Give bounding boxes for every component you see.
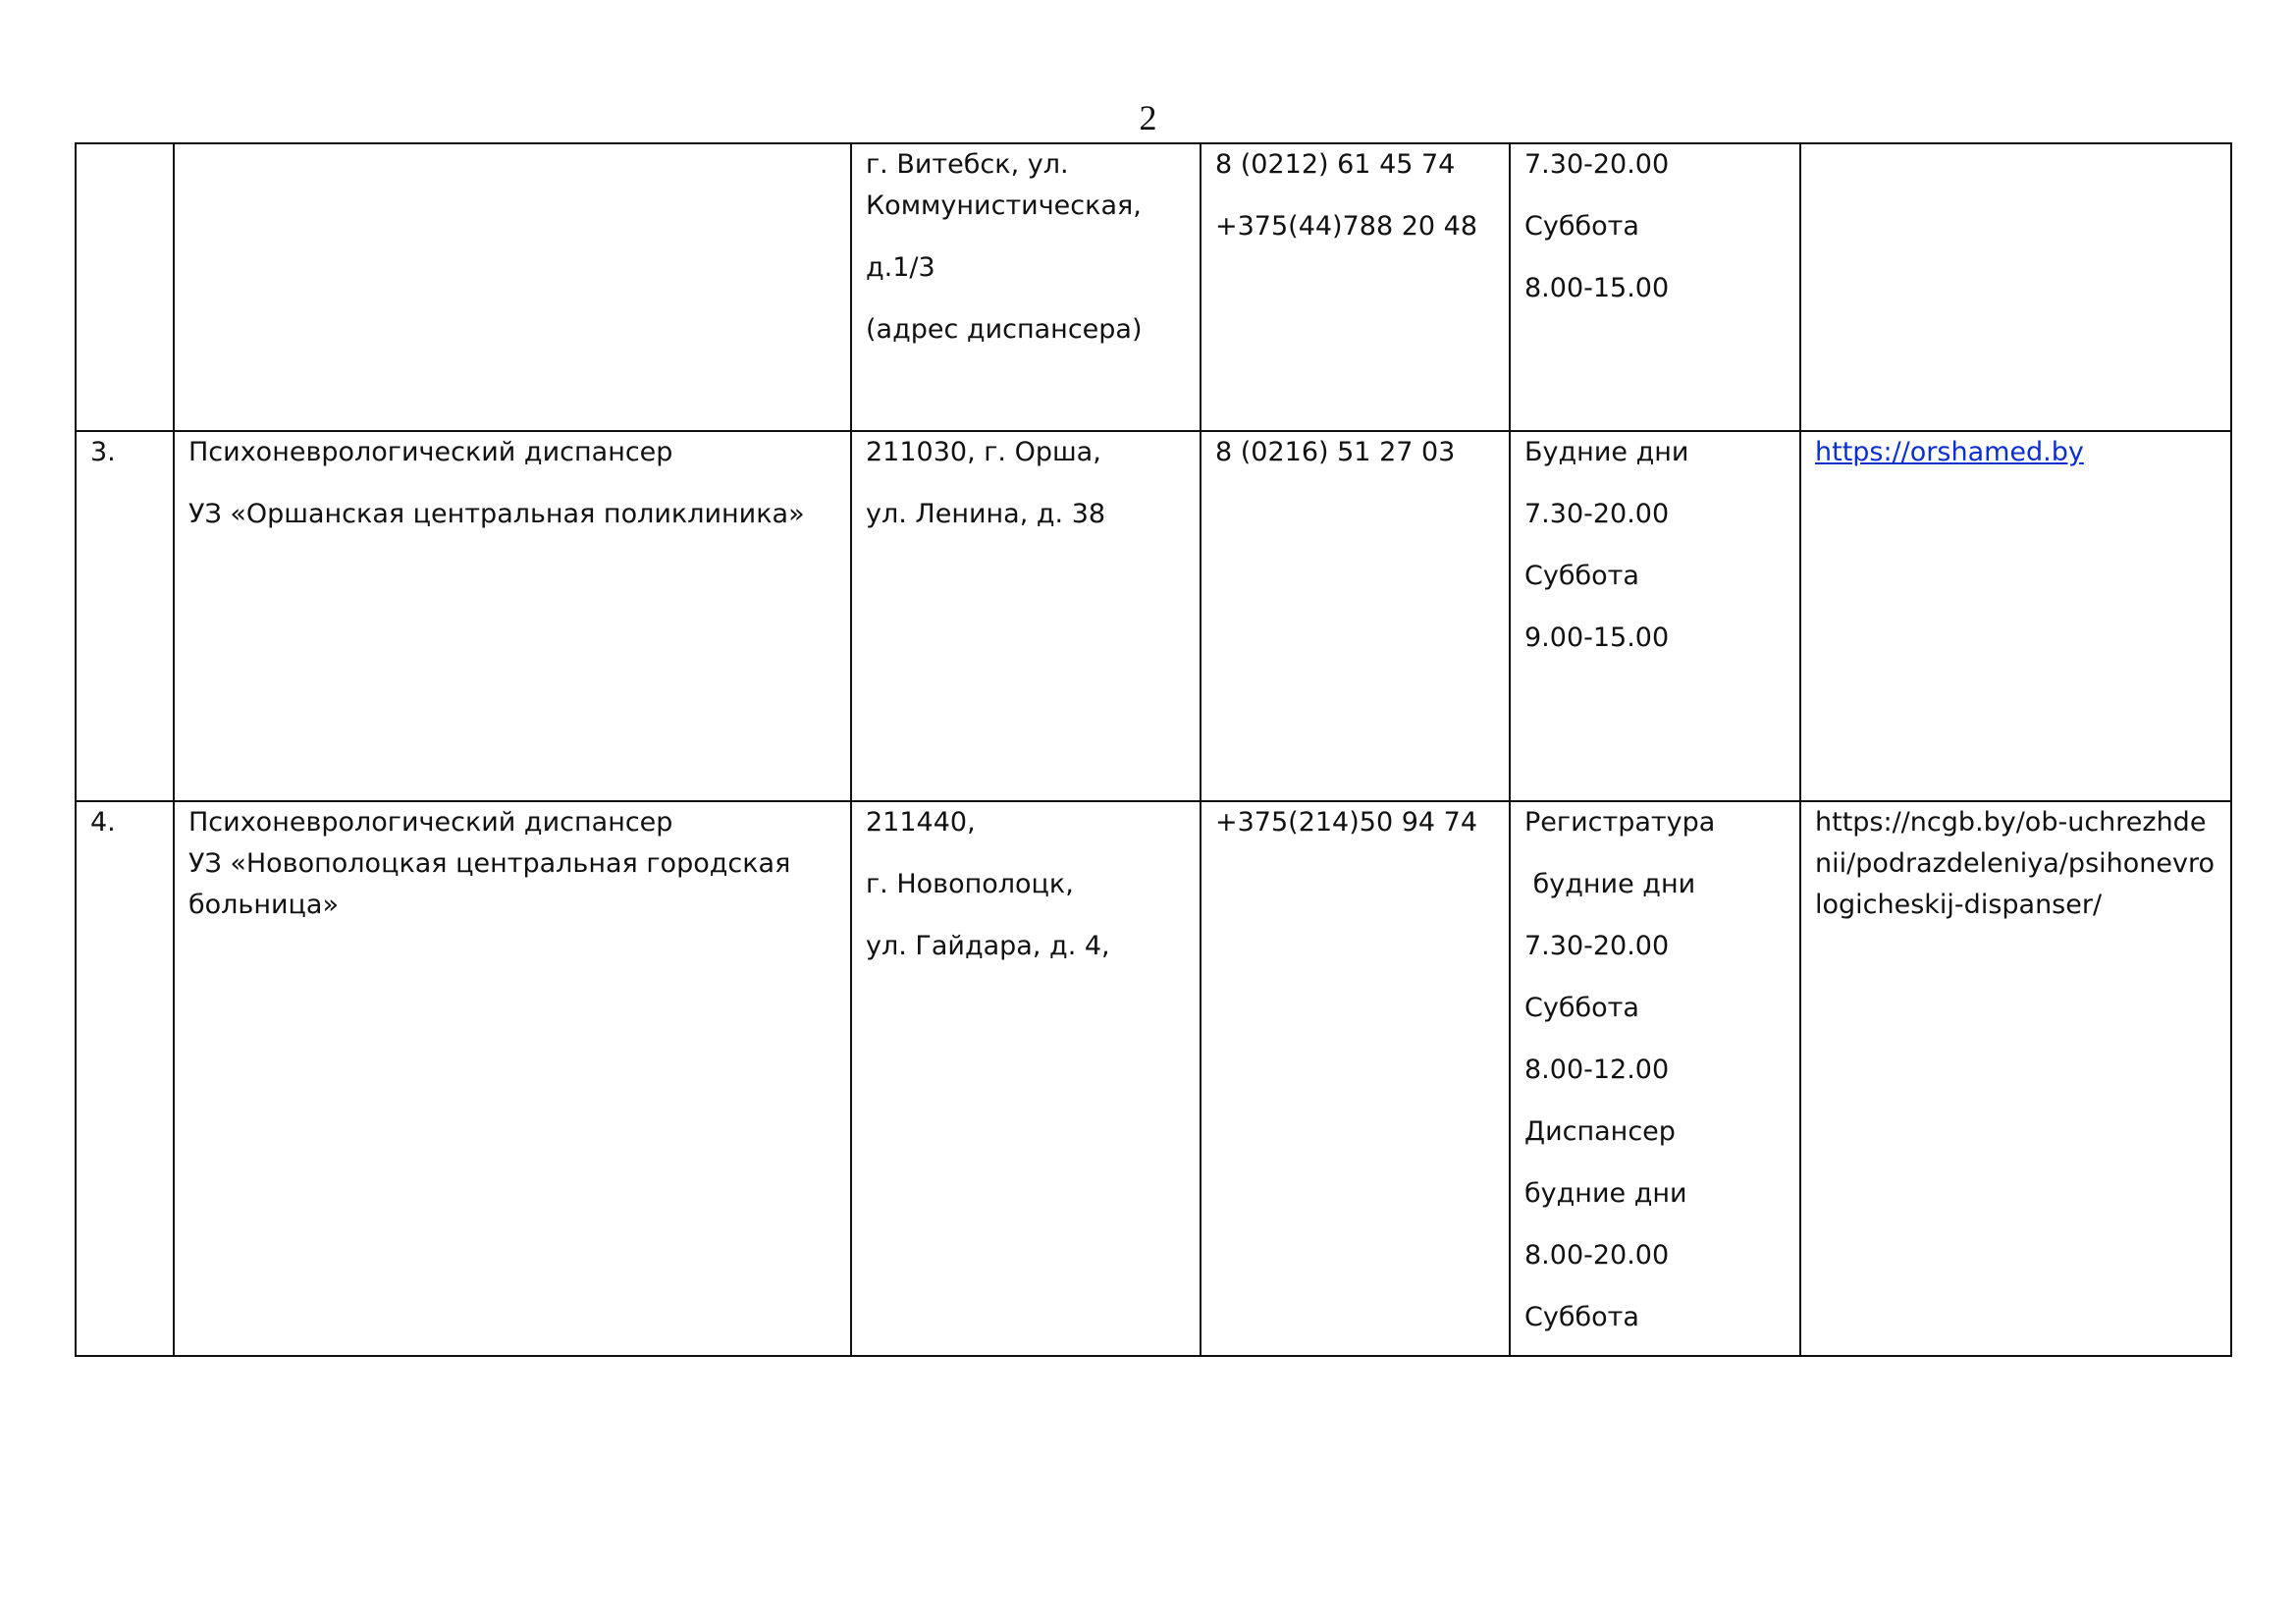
phone-line: 8 (0216) 51 27 03 xyxy=(1215,437,1456,467)
institution-name: УЗ «Оршанская центральная поликлиника» xyxy=(188,499,805,529)
hours-cell xyxy=(1510,143,1800,431)
institution-name: УЗ «Новополоцкая центральная городская больница» xyxy=(188,848,791,920)
address-line: Коммунистическая, xyxy=(866,190,1142,221)
institution-name-cell xyxy=(174,801,851,1356)
phone-line: 8 (0212) 61 45 74 xyxy=(1215,149,1456,180)
institution-name-cell xyxy=(174,431,851,801)
table-row xyxy=(76,143,2231,431)
address-line: г. Новополоцк, xyxy=(866,869,1074,899)
address-line: 211440, xyxy=(866,807,976,838)
row-number: 4. xyxy=(90,807,116,838)
hours-line: 7.30-20.00 xyxy=(1524,931,1670,961)
institution-name-cell xyxy=(174,143,851,431)
hours-line: будние дни xyxy=(1524,869,1696,899)
address-line: ул. Гайдара, д. 4, xyxy=(866,931,1110,961)
table-row xyxy=(76,431,2231,801)
website-cell xyxy=(1800,801,2231,1356)
hours-line: Суббота xyxy=(1524,1302,1639,1332)
row-number-cell xyxy=(76,801,174,1356)
hours-line: 7.30-20.00 xyxy=(1524,499,1670,529)
hours-cell xyxy=(1510,431,1800,801)
hours-line: Суббота xyxy=(1524,993,1639,1023)
phone-cell xyxy=(1201,801,1510,1356)
row-number-cell xyxy=(76,431,174,801)
hours-line: 8.00-12.00 xyxy=(1524,1055,1670,1085)
website-cell xyxy=(1800,143,2231,431)
hours-line: 7.30-20.00 xyxy=(1524,149,1670,180)
institution-type: Психоневрологический диспансер xyxy=(188,807,673,838)
row-number-cell xyxy=(76,143,174,431)
dispensary-table xyxy=(75,142,2232,1357)
address-cell xyxy=(851,801,1201,1356)
table-row xyxy=(76,801,2231,1356)
phone-line: +375(44)788 20 48 xyxy=(1215,211,1477,242)
address-line: г. Витебск, ул. xyxy=(866,149,1069,180)
hours-line: 8.00-20.00 xyxy=(1524,1240,1670,1271)
website-cell xyxy=(1800,431,2231,801)
address-cell xyxy=(851,143,1201,431)
address-line: д.1/3 xyxy=(866,252,935,283)
address-line: ул. Ленина, д. 38 xyxy=(866,499,1106,529)
website-link[interactable]: https://orshamed.by xyxy=(1815,437,2084,467)
hours-line: Суббота xyxy=(1524,211,1639,242)
address-cell xyxy=(851,431,1201,801)
hours-line: Диспансер xyxy=(1524,1116,1676,1147)
hours-line: Будние дни xyxy=(1524,437,1689,467)
hours-line: будние дни xyxy=(1524,1178,1687,1209)
hours-line: 8.00-15.00 xyxy=(1524,273,1670,303)
page-number: 2 xyxy=(1139,98,1157,137)
hours-line: Регистратура xyxy=(1524,807,1716,838)
phone-cell xyxy=(1201,143,1510,431)
website-url[interactable]: https://ncgb.by/ob-uchrezhdenii/podrazdeleniya/psihonevrologicheskij-dispanser/ xyxy=(1815,807,2215,920)
hours-line: 9.00-15.00 xyxy=(1524,623,1670,653)
phone-line: +375(214)50 94 74 xyxy=(1215,807,1477,838)
row-number: 3. xyxy=(90,437,116,467)
hours-cell xyxy=(1510,801,1800,1356)
address-line: 211030, г. Орша, xyxy=(866,437,1101,467)
hours-line: Суббота xyxy=(1524,561,1639,591)
institution-type: Психоневрологический диспансер xyxy=(188,437,673,467)
address-line: (адрес диспансера) xyxy=(866,314,1143,345)
phone-cell xyxy=(1201,431,1510,801)
